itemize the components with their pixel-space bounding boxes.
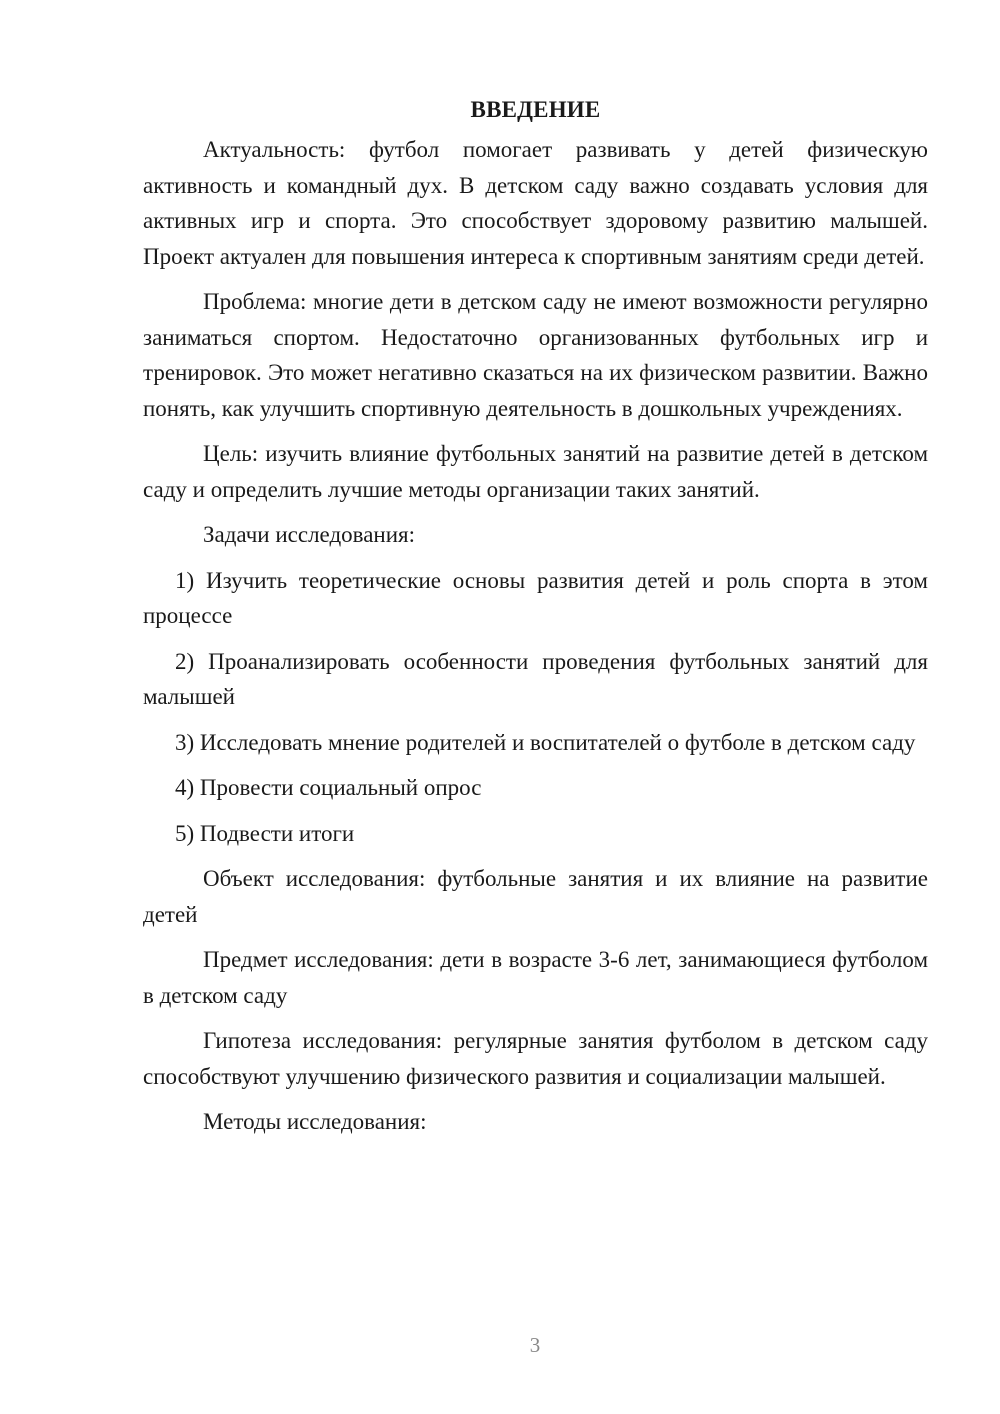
tasks-list bbox=[143, 563, 928, 852]
task-item: 5) Подвести итоги bbox=[175, 820, 355, 846]
methods-heading: Методы исследования: bbox=[203, 1109, 427, 1134]
object-paragraph: Объект исследования: футбольные занятия и их влияние на развитие детей bbox=[143, 866, 928, 927]
section-title: ВВЕДЕНИЕ bbox=[470, 97, 601, 122]
page-number: 3 bbox=[529, 1333, 541, 1357]
task-item: 1) Изучить теоретические основы развития детей и роль спорта в этом процессе bbox=[143, 567, 928, 628]
subject-paragraph: Предмет исследования: дети в возрасте 3-6 лет, занимающиеся футболом в детском саду bbox=[143, 947, 928, 1008]
task-item: 3) Исследовать мнение родителей и воспитателей о футболе в детском саду bbox=[175, 729, 916, 755]
task-item: 4) Провести социальный опрос bbox=[175, 775, 482, 800]
problem-paragraph: Проблема: многие дети в детском саду не имеют возможности регулярно заниматься спортом. Недостаточно организованных футбольных игр и тренировок. Это может негативно сказаться на их физическом развитии. Важно понять, как улучшить спортивную деятельность в дошкольных учреждениях. bbox=[143, 289, 928, 421]
relevance-paragraph: Актуальность: футбол помогает развивать у детей физическую активность и командный дух. В детском саду важно создавать условия для активных игр и спорта. Это способствует здоровому развитию малышей. Проект актуален для повышения интереса к спортивным занятиям среди детей. bbox=[143, 137, 928, 269]
tasks-heading: Задачи исследования: bbox=[203, 522, 416, 547]
hypothesis-paragraph: Гипотеза исследования: регулярные занятия футболом в детском саду способствуют улучшению физического развития и социализации малышей. bbox=[143, 1028, 928, 1089]
document-page bbox=[143, 92, 928, 1150]
task-item: 2) Проанализировать особенности проведения футбольных занятий для малышей bbox=[143, 648, 928, 709]
goal-paragraph: Цель: изучить влияние футбольных занятий на развитие детей в детском саду и определить лучшие методы организации таких занятий. bbox=[143, 441, 928, 502]
